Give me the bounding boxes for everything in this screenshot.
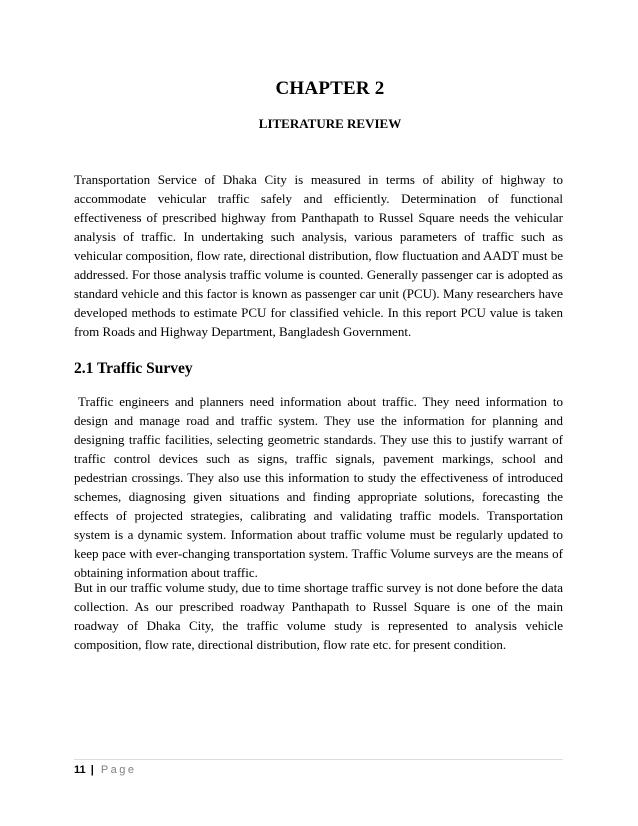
chapter-title: CHAPTER 2 bbox=[275, 78, 385, 99]
section-paragraph-1: Traffic engineers and planners need information about traffic. They need information to design and manage road and traffic system. They use the information for planning and designing traffic facilities, selecting geometric standards. They use this to justify warrant of traffic control devices such as signs, traffic signals, pavement markings, school and pedestrian crossings. They also use this information to study the effectiveness of introduced schemes, diagnosing given situations and finding appropriate solutions, forecasting the effects of projected strategies, calibrating and validating traffic models. Transportation system is a dynamic system. Information about traffic volume must be regularly updated to keep pace with ever-changing transportation system. Traffic Volume surveys are the means of obtaining information about traffic. bbox=[74, 394, 563, 580]
footer-separator: | bbox=[90, 764, 94, 776]
page-label: Page bbox=[100, 764, 137, 776]
page-footer bbox=[74, 764, 137, 776]
page-number: 11 bbox=[74, 764, 86, 776]
section-paragraph-2: But in our traffic volume study, due to time shortage traffic survey is not done before the data collection. As our prescribed roadway Panthapath to Russel Square is one of the main roadway of Dhaka City, the traffic volume study is represented to analysis vehicle composition, flow rate, directional distribution, flow rate etc. for present condition. bbox=[74, 580, 563, 652]
chapter-subtitle: LITERATURE REVIEW bbox=[258, 116, 402, 131]
footer-divider bbox=[74, 759, 563, 760]
intro-paragraph: Transportation Service of Dhaka City is measured in terms of ability of highway to accommodate vehicular traffic safely and efficiently. Determination of functional effectiveness of prescribed highway from Panthapath to Russel Square needs the vehicular analysis of traffic. In undertaking such analysis, various parameters of traffic such as vehicular composition, flow rate, directional distribution, flow fluctuation and AADT must be addressed. For those analysis traffic volume is counted. Generally passenger car is adopted as standard vehicle and this factor is known as passenger car unit (PCU). Many researchers have developed methods to estimate PCU for classified vehicle. In this report PCU value is taken from Roads and Highway Department, Bangladesh Government. bbox=[74, 172, 563, 339]
section-heading: 2.1 Traffic Survey bbox=[74, 360, 193, 377]
